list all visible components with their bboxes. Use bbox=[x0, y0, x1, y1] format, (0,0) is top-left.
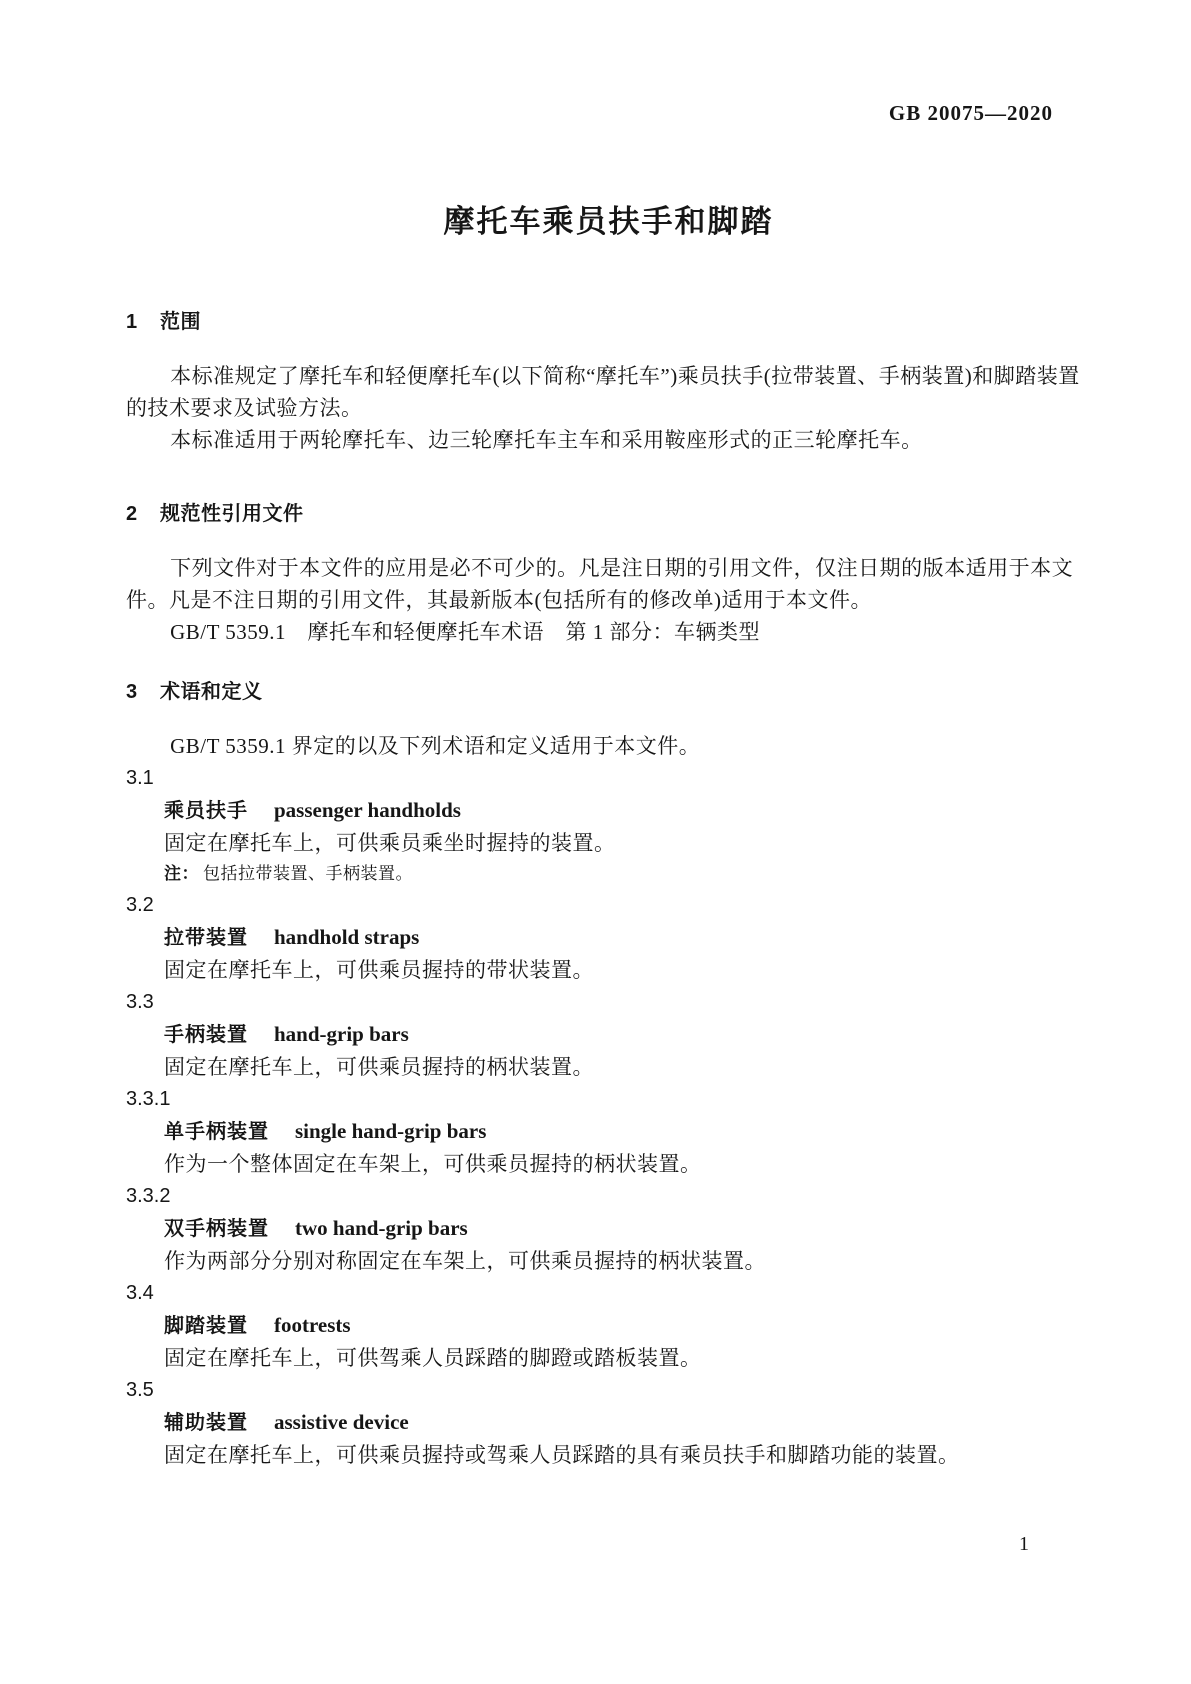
term-block-3-4 bbox=[126, 1277, 1091, 1374]
clause-number: 3.4 bbox=[126, 1282, 154, 1304]
term-definition: 作为两部分分别对称固定在车架上，可供乘员握持的柄状装置。 bbox=[164, 1249, 766, 1273]
term-title bbox=[126, 794, 1091, 827]
term-title bbox=[126, 1212, 1091, 1245]
term-title bbox=[126, 921, 1091, 954]
term-zh: 拉带装置 bbox=[164, 927, 248, 949]
note-label: 注： bbox=[164, 864, 199, 883]
section-1-title: 范围 bbox=[160, 311, 201, 333]
section-2-heading bbox=[126, 500, 1091, 528]
term-en: assistive device bbox=[274, 1410, 409, 1434]
term-definition: 作为一个整体固定在车架上，可供乘员握持的柄状装置。 bbox=[164, 1152, 702, 1176]
term-definition: 固定在摩托车上，可供乘员握持的带状装置。 bbox=[164, 958, 594, 982]
term-zh: 辅助装置 bbox=[164, 1412, 248, 1434]
note-text: 包括拉带装置、手柄装置。 bbox=[203, 864, 413, 883]
clause-number: 3.3 bbox=[126, 991, 154, 1013]
term-title bbox=[126, 1115, 1091, 1148]
clause-number: 3.5 bbox=[126, 1379, 154, 1401]
section-2-title: 规范性引用文件 bbox=[160, 503, 304, 525]
term-definition: 固定在摩托车上，可供乘员握持或驾乘人员踩踏的具有乘员扶手和脚踏功能的装置。 bbox=[164, 1443, 960, 1467]
term-en: footrests bbox=[274, 1313, 351, 1337]
term-title bbox=[126, 1406, 1091, 1439]
clause-number: 3.1 bbox=[126, 767, 154, 789]
section-1-number: 1 bbox=[126, 311, 138, 333]
term-en: hand-grip bars bbox=[274, 1022, 409, 1046]
section-1-heading bbox=[126, 308, 1091, 336]
term-definition: 固定在摩托车上，可供乘员乘坐时握持的装置。 bbox=[164, 831, 616, 855]
section-3-heading bbox=[126, 678, 1091, 706]
references-paragraph: 下列文件对于本文件的应用是必不可少的。凡是注日期的引用文件，仅注日期的版本适用于本文件。凡是不注日期的引用文件，其最新版本(包括所有的修改单)适用于本文件。 bbox=[126, 556, 1074, 612]
term-en: handhold straps bbox=[274, 925, 420, 949]
term-zh: 乘员扶手 bbox=[164, 800, 248, 822]
doc-title: 摩托车乘员扶手和脚踏 bbox=[443, 204, 774, 239]
section-3-title: 术语和定义 bbox=[160, 681, 263, 703]
section-2-number: 2 bbox=[126, 503, 138, 525]
doc-code: GB 20075—2020 bbox=[888, 101, 1053, 125]
section-3-number: 3 bbox=[126, 681, 138, 703]
page-number: 1 bbox=[1019, 1533, 1029, 1555]
term-title bbox=[126, 1018, 1091, 1051]
term-block-3-2 bbox=[126, 889, 1091, 986]
scope-paragraph-2: 本标准适用于两轮摩托车、边三轮摩托车主车和采用鞍座形式的正三轮摩托车。 bbox=[170, 428, 923, 452]
scope-paragraph-1: 本标准规定了摩托车和轻便摩托车(以下简称“摩托车”)乘员扶手(拉带装置、手柄装置)和脚踏装置的技术要求及试验方法。 bbox=[126, 364, 1080, 420]
term-title bbox=[126, 1309, 1091, 1342]
term-zh: 脚踏装置 bbox=[164, 1315, 248, 1337]
term-block-3-3-2 bbox=[126, 1180, 1091, 1277]
clause-number: 3.3.2 bbox=[126, 1185, 171, 1207]
term-definition: 固定在摩托车上，可供驾乘人员踩踏的脚蹬或踏板装置。 bbox=[164, 1346, 702, 1370]
term-note bbox=[126, 859, 1091, 889]
term-zh: 手柄装置 bbox=[164, 1024, 248, 1046]
terms-intro: GB/T 5359.1 界定的以及下列术语和定义适用于本文件。 bbox=[170, 734, 701, 758]
term-en: passenger handholds bbox=[274, 798, 461, 822]
term-en: two hand-grip bars bbox=[295, 1216, 468, 1240]
term-block-3-3-1 bbox=[126, 1083, 1091, 1180]
term-block-3-3 bbox=[126, 986, 1091, 1083]
term-zh: 双手柄装置 bbox=[164, 1218, 269, 1240]
term-block-3-1 bbox=[126, 762, 1091, 889]
clause-number: 3.3.1 bbox=[126, 1088, 171, 1110]
reference-entry: GB/T 5359.1 摩托车和轻便摩托车术语 第 1 部分：车辆类型 bbox=[170, 620, 761, 644]
term-en: single hand-grip bars bbox=[295, 1119, 487, 1143]
term-block-3-5 bbox=[126, 1374, 1091, 1471]
term-zh: 单手柄装置 bbox=[164, 1121, 269, 1143]
term-definition: 固定在摩托车上，可供乘员握持的柄状装置。 bbox=[164, 1055, 594, 1079]
clause-number: 3.2 bbox=[126, 894, 154, 916]
